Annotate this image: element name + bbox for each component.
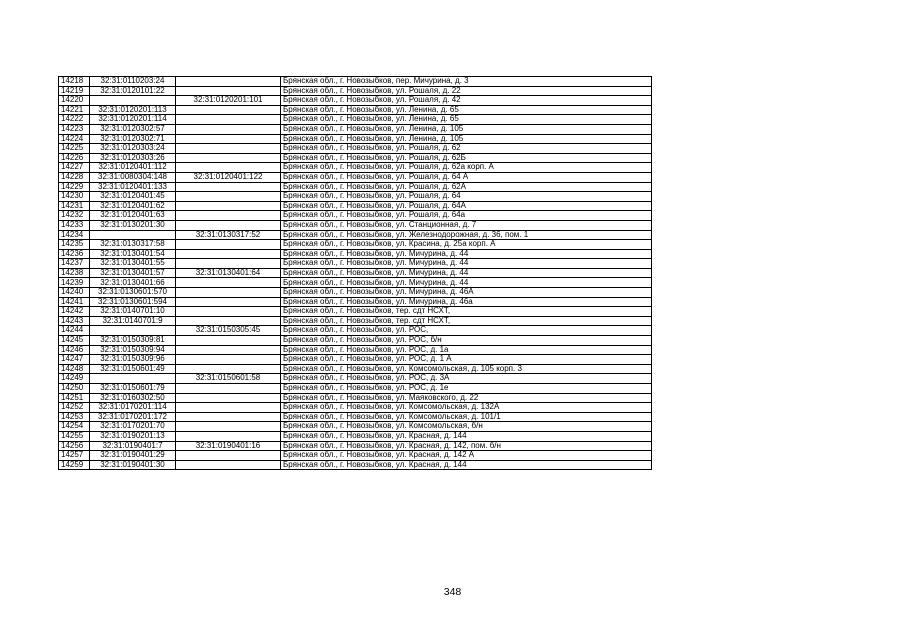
linked-cadastral-number-cell <box>176 345 281 355</box>
linked-cadastral-number-cell: 32:31:0130317:52 <box>176 230 281 240</box>
table-row <box>59 124 652 134</box>
row-number-cell: 14221 <box>59 105 90 115</box>
linked-cadastral-number-cell <box>176 307 281 317</box>
address-cell: Брянская обл., г. Новозыбков, ул. Красная, д. 144 <box>281 431 652 441</box>
row-number-cell: 14227 <box>59 163 90 173</box>
row-number-cell: 14226 <box>59 153 90 163</box>
linked-cadastral-number-cell <box>176 115 281 125</box>
linked-cadastral-number-cell <box>176 316 281 326</box>
cadastral-number-cell: 32:31:0130201:30 <box>90 220 176 230</box>
linked-cadastral-number-cell <box>176 336 281 346</box>
row-number-cell: 14238 <box>59 268 90 278</box>
row-number-cell: 14234 <box>59 230 90 240</box>
address-cell: Брянская обл., г. Новозыбков, тер. сдт НСХТ, <box>281 316 652 326</box>
address-cell: Брянская обл., г. Новозыбков, ул. Рошаля, д. 64А <box>281 201 652 211</box>
row-number-cell: 14257 <box>59 451 90 461</box>
row-number-cell: 14244 <box>59 326 90 336</box>
linked-cadastral-number-cell <box>176 259 281 269</box>
cadastral-number-cell <box>90 96 176 106</box>
row-number-cell: 14239 <box>59 278 90 288</box>
cadastral-number-cell: 32:31:0120401:112 <box>90 163 176 173</box>
address-cell: Брянская обл., г. Новозыбков, тер. сдт НСХТ, <box>281 307 652 317</box>
address-cell: Брянская обл., г. Новозыбков, ул. РОС, б/н <box>281 336 652 346</box>
row-number-cell: 14224 <box>59 134 90 144</box>
linked-cadastral-number-cell <box>176 220 281 230</box>
row-number-cell: 14225 <box>59 144 90 154</box>
linked-cadastral-number-cell <box>176 192 281 202</box>
row-number-cell: 14222 <box>59 115 90 125</box>
address-cell: Брянская обл., г. Новозыбков, ул. Красная, д. 144 <box>281 460 652 470</box>
row-number-cell: 14256 <box>59 441 90 451</box>
linked-cadastral-number-cell <box>176 412 281 422</box>
table-row <box>59 77 652 87</box>
table-row <box>59 431 652 441</box>
table-row <box>59 153 652 163</box>
row-number-cell: 14254 <box>59 422 90 432</box>
row-number-cell: 14219 <box>59 86 90 96</box>
cadastral-number-cell: 32:31:0130401:54 <box>90 249 176 259</box>
cadastral-number-cell: 32:31:0110203:24 <box>90 77 176 87</box>
address-cell: Брянская обл., г. Новозыбков, ул. Рошаля, д. 22 <box>281 86 652 96</box>
linked-cadastral-number-cell <box>176 201 281 211</box>
table-row <box>59 134 652 144</box>
table-row <box>59 220 652 230</box>
row-number-cell: 14251 <box>59 393 90 403</box>
address-cell: Брянская обл., г. Новозыбков, ул. Мичурина, д. 44 <box>281 259 652 269</box>
address-cell: Брянская обл., г. Новозыбков, ул. РОС, д. 1 А <box>281 355 652 365</box>
table-row <box>59 307 652 317</box>
cadastral-number-cell: 32:31:0120401:45 <box>90 192 176 202</box>
cadastral-number-cell: 32:31:0150309:81 <box>90 336 176 346</box>
table-row <box>59 192 652 202</box>
linked-cadastral-number-cell: 32:31:0150601:58 <box>176 374 281 384</box>
address-cell: Брянская обл., г. Новозыбков, ул. Мичурина, д. 44 <box>281 268 652 278</box>
table-row <box>59 374 652 384</box>
row-number-cell: 14249 <box>59 374 90 384</box>
linked-cadastral-number-cell <box>176 393 281 403</box>
row-number-cell: 14252 <box>59 403 90 413</box>
address-cell: Брянская обл., г. Новозыбков, ул. Красная, д. 142, пом. б/н <box>281 441 652 451</box>
row-number-cell: 14246 <box>59 345 90 355</box>
cadastral-number-cell: 32:31:0190201:13 <box>90 431 176 441</box>
address-cell: Брянская обл., г. Новозыбков, ул. Рошаля, д. 62 <box>281 144 652 154</box>
cadastral-number-cell: 32:31:0140701:10 <box>90 307 176 317</box>
linked-cadastral-number-cell <box>176 355 281 365</box>
row-number-cell: 14253 <box>59 412 90 422</box>
linked-cadastral-number-cell <box>176 460 281 470</box>
table-row <box>59 86 652 96</box>
linked-cadastral-number-cell <box>176 288 281 298</box>
table-row <box>59 326 652 336</box>
address-cell: Брянская обл., г. Новозыбков, ул. Станционная, д. 7 <box>281 220 652 230</box>
cadastral-number-cell: 32:31:0130317:58 <box>90 240 176 250</box>
linked-cadastral-number-cell <box>176 153 281 163</box>
address-cell: Брянская обл., г. Новозыбков, ул. РОС, <box>281 326 652 336</box>
address-cell: Брянская обл., г. Новозыбков, ул. Комсомольская, д. 101/1 <box>281 412 652 422</box>
table-row <box>59 182 652 192</box>
address-cell: Брянская обл., г. Новозыбков, ул. Мичурина, д. 44 <box>281 249 652 259</box>
cadastral-number-cell: 32:31:0190401:29 <box>90 451 176 461</box>
table-row <box>59 96 652 106</box>
cadastral-number-cell: 32:31:0130401:55 <box>90 259 176 269</box>
row-number-cell: 14248 <box>59 364 90 374</box>
address-cell: Брянская обл., г. Новозыбков, ул. Ленина, д. 105 <box>281 134 652 144</box>
linked-cadastral-number-cell: 32:31:0120401:122 <box>176 172 281 182</box>
address-cell: Брянская обл., г. Новозыбков, ул. Рошаля, д. 62А <box>281 182 652 192</box>
row-number-cell: 14231 <box>59 201 90 211</box>
linked-cadastral-number-cell <box>176 124 281 134</box>
page-number: 348 <box>443 586 462 598</box>
cadastral-number-cell: 32:31:0120302:57 <box>90 124 176 134</box>
linked-cadastral-number-cell <box>176 249 281 259</box>
address-cell: Брянская обл., г. Новозыбков, ул. РОС, д. 3А <box>281 374 652 384</box>
cadastral-number-cell: 32:31:0190401:30 <box>90 460 176 470</box>
table-row <box>59 451 652 461</box>
linked-cadastral-number-cell <box>176 163 281 173</box>
linked-cadastral-number-cell: 32:31:0120201:101 <box>176 96 281 106</box>
table-row <box>59 412 652 422</box>
row-number-cell: 14237 <box>59 259 90 269</box>
address-cell: Брянская обл., г. Новозыбков, ул. Рошаля, д. 64 <box>281 192 652 202</box>
address-cell: Брянская обл., г. Новозыбков, ул. Рошаля, д. 62Б <box>281 153 652 163</box>
row-number-cell: 14245 <box>59 336 90 346</box>
cadastral-number-cell <box>90 326 176 336</box>
linked-cadastral-number-cell: 32:31:0150305:45 <box>176 326 281 336</box>
cadastral-number-cell: 32:31:0160302:50 <box>90 393 176 403</box>
cadastral-number-cell: 32:31:0120201:114 <box>90 115 176 125</box>
address-cell: Брянская обл., г. Новозыбков, ул. Комсомольская, б/н <box>281 422 652 432</box>
row-number-cell: 14241 <box>59 297 90 307</box>
address-cell: Брянская обл., г. Новозыбков, ул. Мичурина, д. 46а <box>281 297 652 307</box>
cadastral-number-cell: 32:31:0120303:24 <box>90 144 176 154</box>
address-cell: Брянская обл., г. Новозыбков, ул. Рошаля, д. 62а корп. А <box>281 163 652 173</box>
table-row <box>59 163 652 173</box>
address-cell: Брянская обл., г. Новозыбков, ул. Рошаля, д. 64а <box>281 211 652 221</box>
cadastral-number-cell: 32:31:0120303:26 <box>90 153 176 163</box>
cadastral-number-cell: 32:31:0120401:62 <box>90 201 176 211</box>
linked-cadastral-number-cell <box>176 182 281 192</box>
linked-cadastral-number-cell <box>176 211 281 221</box>
linked-cadastral-number-cell <box>176 77 281 87</box>
address-cell: Брянская обл., г. Новозыбков, ул. Рошаля, д. 64 А <box>281 172 652 182</box>
row-number-cell: 14220 <box>59 96 90 106</box>
row-number-cell: 14240 <box>59 288 90 298</box>
linked-cadastral-number-cell <box>176 431 281 441</box>
row-number-cell: 14242 <box>59 307 90 317</box>
cadastral-number-cell: 32:31:0150601:79 <box>90 384 176 394</box>
table-row <box>59 249 652 259</box>
row-number-cell: 14250 <box>59 384 90 394</box>
table-row <box>59 384 652 394</box>
address-cell: Брянская обл., г. Новозыбков, ул. Красина, д. 25а корп. А <box>281 240 652 250</box>
table-row <box>59 144 652 154</box>
table-row <box>59 278 652 288</box>
table-row <box>59 297 652 307</box>
row-number-cell: 14232 <box>59 211 90 221</box>
address-cell: Брянская обл., г. Новозыбков, ул. Комсомольская, д. 105 корп. 3 <box>281 364 652 374</box>
property-table-body <box>59 77 652 470</box>
table-row <box>59 211 652 221</box>
linked-cadastral-number-cell <box>176 451 281 461</box>
table-row <box>59 201 652 211</box>
linked-cadastral-number-cell: 32:31:0130401:64 <box>176 268 281 278</box>
row-number-cell: 14230 <box>59 192 90 202</box>
table-row <box>59 105 652 115</box>
table-row <box>59 441 652 451</box>
table-row <box>59 172 652 182</box>
cadastral-number-cell <box>90 230 176 240</box>
cadastral-number-cell: 32:31:0150309:96 <box>90 355 176 365</box>
row-number-cell: 14247 <box>59 355 90 365</box>
cadastral-number-cell: 32:31:0170201:172 <box>90 412 176 422</box>
address-cell: Брянская обл., г. Новозыбков, ул. Ленина, д. 65 <box>281 115 652 125</box>
address-cell: Брянская обл., г. Новозыбков, ул. Мичурина, д. 46А <box>281 288 652 298</box>
linked-cadastral-number-cell <box>176 422 281 432</box>
cadastral-number-cell: 32:31:0190401:7 <box>90 441 176 451</box>
linked-cadastral-number-cell <box>176 297 281 307</box>
linked-cadastral-number-cell <box>176 105 281 115</box>
linked-cadastral-number-cell: 32:31:0190401:16 <box>176 441 281 451</box>
cadastral-number-cell: 32:31:0150309:94 <box>90 345 176 355</box>
row-number-cell: 14233 <box>59 220 90 230</box>
table-row <box>59 240 652 250</box>
table-row <box>59 268 652 278</box>
table-row <box>59 393 652 403</box>
linked-cadastral-number-cell <box>176 278 281 288</box>
linked-cadastral-number-cell <box>176 403 281 413</box>
linked-cadastral-number-cell <box>176 364 281 374</box>
linked-cadastral-number-cell <box>176 240 281 250</box>
cadastral-number-cell: 32:31:0120101:22 <box>90 86 176 96</box>
linked-cadastral-number-cell <box>176 86 281 96</box>
table-row <box>59 115 652 125</box>
table-row <box>59 336 652 346</box>
cadastral-number-cell: 32:31:0130401:57 <box>90 268 176 278</box>
address-cell: Брянская обл., г. Новозыбков, ул. Комсомольская, д. 132А <box>281 403 652 413</box>
table-row <box>59 355 652 365</box>
address-cell: Брянская обл., г. Новозыбков, ул. Мичурина, д. 44 <box>281 278 652 288</box>
address-cell: Брянская обл., г. Новозыбков, ул. Ленина, д. 65 <box>281 105 652 115</box>
linked-cadastral-number-cell <box>176 384 281 394</box>
table-row <box>59 259 652 269</box>
table-row <box>59 422 652 432</box>
address-cell: Брянская обл., г. Новозыбков, ул. РОС, д. 1е <box>281 384 652 394</box>
address-cell: Брянская обл., г. Новозыбков, ул. Маяковского, д. 22 <box>281 393 652 403</box>
row-number-cell: 14235 <box>59 240 90 250</box>
cadastral-number-cell: 32:31:0130601:570 <box>90 288 176 298</box>
cadastral-number-cell: 32:31:0140701:9 <box>90 316 176 326</box>
table-row <box>59 230 652 240</box>
address-cell: Брянская обл., г. Новозыбков, ул. РОС, д. 1а <box>281 345 652 355</box>
address-cell: Брянская обл., г. Новозыбков, пер. Мичурина, д. 3 <box>281 77 652 87</box>
row-number-cell: 14236 <box>59 249 90 259</box>
row-number-cell: 14255 <box>59 431 90 441</box>
cadastral-number-cell: 32:31:0120401:133 <box>90 182 176 192</box>
property-table <box>58 76 652 470</box>
table-row <box>59 460 652 470</box>
address-cell: Брянская обл., г. Новозыбков, ул. Ленина, д. 105 <box>281 124 652 134</box>
table-row <box>59 288 652 298</box>
row-number-cell: 14259 <box>59 460 90 470</box>
cadastral-number-cell: 32:31:0120302:71 <box>90 134 176 144</box>
row-number-cell: 14218 <box>59 77 90 87</box>
row-number-cell: 14228 <box>59 172 90 182</box>
table-row <box>59 345 652 355</box>
address-cell: Брянская обл., г. Новозыбков, ул. Рошаля, д. 42 <box>281 96 652 106</box>
cadastral-number-cell: 32:31:0170201:114 <box>90 403 176 413</box>
cadastral-number-cell: 32:31:0130601:594 <box>90 297 176 307</box>
linked-cadastral-number-cell <box>176 134 281 144</box>
cadastral-number-cell: 32:31:0120401:63 <box>90 211 176 221</box>
address-cell: Брянская обл., г. Новозыбков, ул. Красная, д. 142 А <box>281 451 652 461</box>
table-row <box>59 316 652 326</box>
address-cell: Брянская обл., г. Новозыбков, ул. Железнодорожная, д. 36, пом. 1 <box>281 230 652 240</box>
table-row <box>59 403 652 413</box>
cadastral-number-cell: 32:31:0080304:148 <box>90 172 176 182</box>
cadastral-number-cell: 32:31:0170201:70 <box>90 422 176 432</box>
row-number-cell: 14223 <box>59 124 90 134</box>
cadastral-number-cell: 32:31:0150601:49 <box>90 364 176 374</box>
row-number-cell: 14229 <box>59 182 90 192</box>
cadastral-number-cell <box>90 374 176 384</box>
table-row <box>59 364 652 374</box>
cadastral-number-cell: 32:31:0130401:66 <box>90 278 176 288</box>
row-number-cell: 14243 <box>59 316 90 326</box>
linked-cadastral-number-cell <box>176 144 281 154</box>
cadastral-number-cell: 32:31:0120201:113 <box>90 105 176 115</box>
